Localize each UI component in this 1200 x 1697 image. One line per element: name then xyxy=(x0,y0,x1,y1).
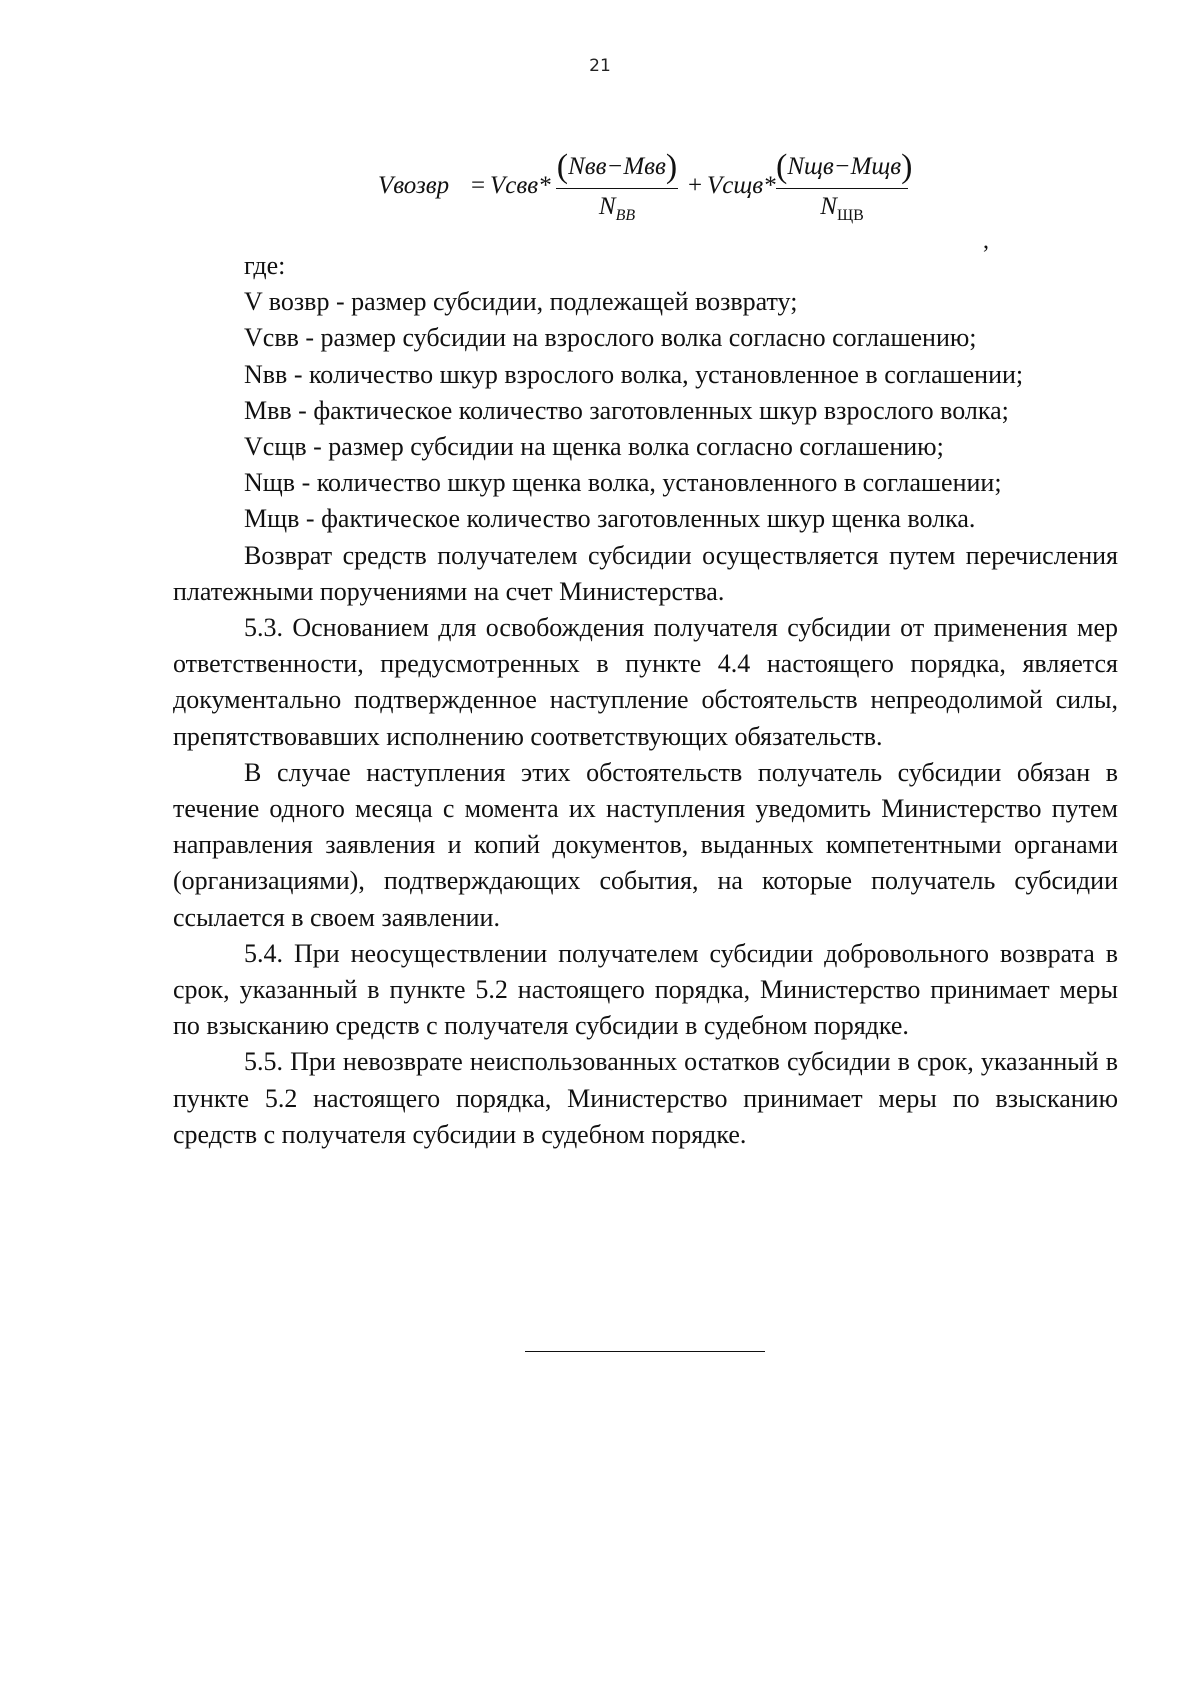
formula-fraction-2 xyxy=(776,148,913,238)
paragraph-force-majeure-notice: В случае наступления этих обстоятельств получатель субсидии обязан в течение одного месяца с момента их наступления уведомить Министерство путем направления заявления и копий документов, выданных компетентными органами (организациями), подтверждающих события, на которые получатель субсидии ссылается в своем заявлении. xyxy=(173,757,1118,932)
fraction-1-bar xyxy=(556,188,678,189)
end-of-document-line xyxy=(525,1351,765,1352)
paragraph-5-3: 5.3. Основанием для освобождения получателя субсидии от применения мер ответственности, предусмотренных в пункте 4.4 настоящего порядка, является документально подтвержденное наступление обстоятельств непреодолимой силы, препятствовавших исполнению соответствующих обязательств. xyxy=(173,613,1118,751)
formula-term2-coefficient: Vсщв* xyxy=(707,172,776,199)
definition-item: Nщв - количество шкур щенка волка, установленного в соглашении; xyxy=(244,468,1002,498)
definition-item: Nвв - количество шкур взрослого волка, установленное в соглашении; xyxy=(244,359,1024,389)
formula-lhs: Vвозвр xyxy=(378,172,450,199)
fraction-1-numerator: (Nвв−Mвв) xyxy=(556,148,678,185)
paragraph-5-5: 5.5. При невозврате неиспользованных остатков субсидии в срок, указанный в пункте 5.2 настоящего порядка, Министерство принимает меры по взысканию средств с получателя субсидии в судебном порядке. xyxy=(173,1047,1118,1149)
paragraph-5-4: 5.4. При неосуществлении получателем субсидии добровольного возврата в срок, указанный в пункте 5.2 настоящего порядка, Министерство принимает меры по взысканию средств с получателя субсидии в судебном порядке. xyxy=(173,938,1118,1041)
fraction-2-denominator: $N_{ЩВ}$ xyxy=(820,193,864,224)
definition-item: Vсвв - размер субсидии на взрослого волка согласно соглашению; xyxy=(244,323,977,353)
formula-trailing-comma: , xyxy=(983,228,989,254)
fraction-2-numerator: (Nщв−Mщв) xyxy=(776,148,913,185)
fraction-2-bar xyxy=(776,188,908,189)
definition-item: V возвр - размер субсидии, подлежащей возврату; xyxy=(244,287,798,317)
formula-equals: = xyxy=(471,172,486,199)
formula-plus: + xyxy=(688,172,703,199)
document-body xyxy=(173,248,1118,1153)
where-label: где: xyxy=(244,251,286,280)
definition-item: Mщв - фактическое количество заготовленных шкур щенка волка. xyxy=(244,504,976,534)
fraction-1-denominator: $N_{ВВ}$ xyxy=(598,193,636,224)
definition-item: Vсщв - размер субсидии на щенка волка согласно соглашению; xyxy=(244,432,944,462)
definition-item: Mвв - фактическое количество заготовленных шкур взрослого волка; xyxy=(244,395,1009,425)
paragraph-refund-method: Возврат средств получателем субсидии осуществляется путем перечисления платежными поручениями на счет Министерства. xyxy=(173,540,1118,606)
formula-fraction-1 xyxy=(556,148,678,238)
page-number: 21 xyxy=(589,56,611,76)
refund-formula xyxy=(378,148,998,244)
formula-term1-coefficient: Vсвв* xyxy=(490,172,551,199)
